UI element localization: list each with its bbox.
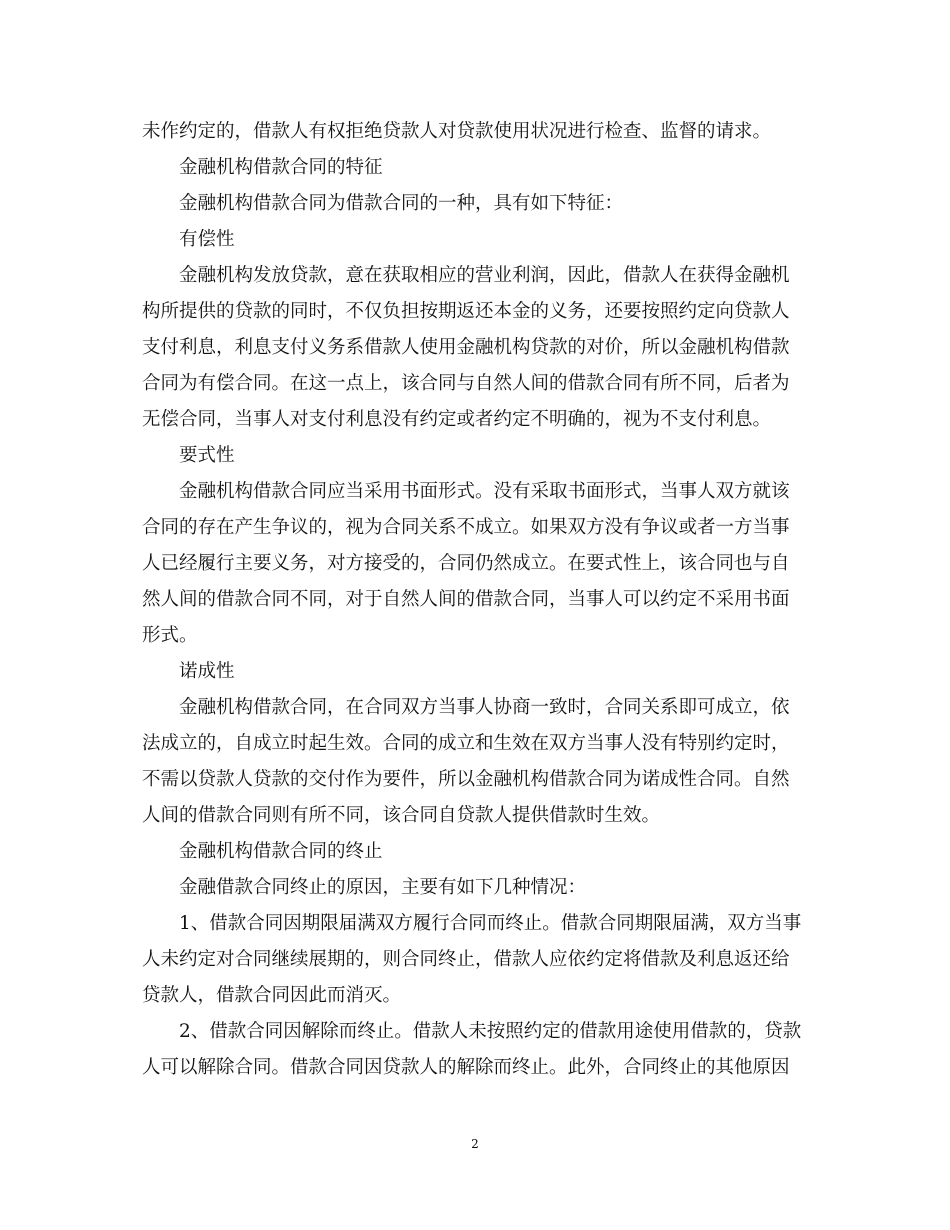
- text-line: 有偿性: [179, 229, 235, 250]
- text-line: 人已经履行主要义务，对方接受的，合同仍然成立。在要式性上，该合同也与自: [142, 553, 790, 574]
- text-line: 金融机构借款合同的特征: [179, 157, 383, 178]
- text-line: 金融机构借款合同，在合同双方当事人协商一致时，合同关系即可成立，依: [179, 697, 790, 718]
- text-line: 合同为有偿合同。在这一点上，该合同与自然人间的借款合同有所不同，后者为: [142, 373, 790, 394]
- text-line: 金融机构发放贷款，意在获取相应的营业利润，因此，借款人在获得金融机: [179, 265, 790, 286]
- text-line: 1、借款合同因期限届满双方履行合同而终止。借款合同期限届满，双方当事: [179, 913, 802, 934]
- text-line: 要式性: [179, 445, 235, 466]
- text-line: 形式。: [142, 625, 198, 646]
- text-line: 人未约定对合同继续展期的，则合同终止，借款人应依约定将借款及利息返还给: [142, 949, 790, 970]
- text-line: 不需以贷款人贷款的交付作为要件，所以金融机构借款合同为诺成性合同。自然: [142, 769, 790, 790]
- text-line: 构所提供的贷款的同时，不仅负担按期返还本金的义务，还要按照约定向贷款人: [142, 301, 790, 322]
- text-line: 人可以解除合同。借款合同因贷款人的解除而终止。此外，合同终止的其他原因: [142, 1057, 790, 1078]
- text-line: 未作约定的，借款人有权拒绝贷款人对贷款使用状况进行检查、监督的请求。: [142, 121, 772, 142]
- text-line: 2、借款合同因解除而终止。借款人未按照约定的借款用途使用借款的，贷款: [179, 1021, 802, 1042]
- document-body: [142, 114, 812, 1086]
- text-line: 诺成性: [179, 661, 235, 682]
- page-number: 2: [471, 1137, 479, 1151]
- text-line: 法成立的，自成立时起生效。合同的成立和生效在双方当事人没有特别约定时，: [142, 733, 790, 754]
- text-line: 金融机构借款合同为借款合同的一种，具有如下特征：: [179, 193, 624, 214]
- text-line: 然人间的借款合同不同，对于自然人间的借款合同，当事人可以约定不采用书面: [142, 589, 790, 610]
- text-line: 无偿合同，当事人对支付利息没有约定或者约定不明确的，视为不支付利息。: [142, 409, 772, 430]
- text-line: 贷款人，借款合同因此而消灭。: [142, 985, 402, 1006]
- text-line: 支付利息，利息支付义务系借款人使用金融机构贷款的对价，所以金融机构借款: [142, 337, 790, 358]
- text-line: 金融机构借款合同应当采用书面形式。没有采取书面形式，当事人双方就该: [179, 481, 790, 502]
- text-line: 合同的存在产生争议的，视为合同关系不成立。如果双方没有争议或者一方当事: [142, 517, 790, 538]
- text-line: 人间的借款合同则有所不同，该合同自贷款人提供借款时生效。: [142, 805, 661, 826]
- text-line: 金融机构借款合同的终止: [179, 841, 383, 862]
- text-line: 金融借款合同终止的原因，主要有如下几种情况：: [179, 877, 587, 898]
